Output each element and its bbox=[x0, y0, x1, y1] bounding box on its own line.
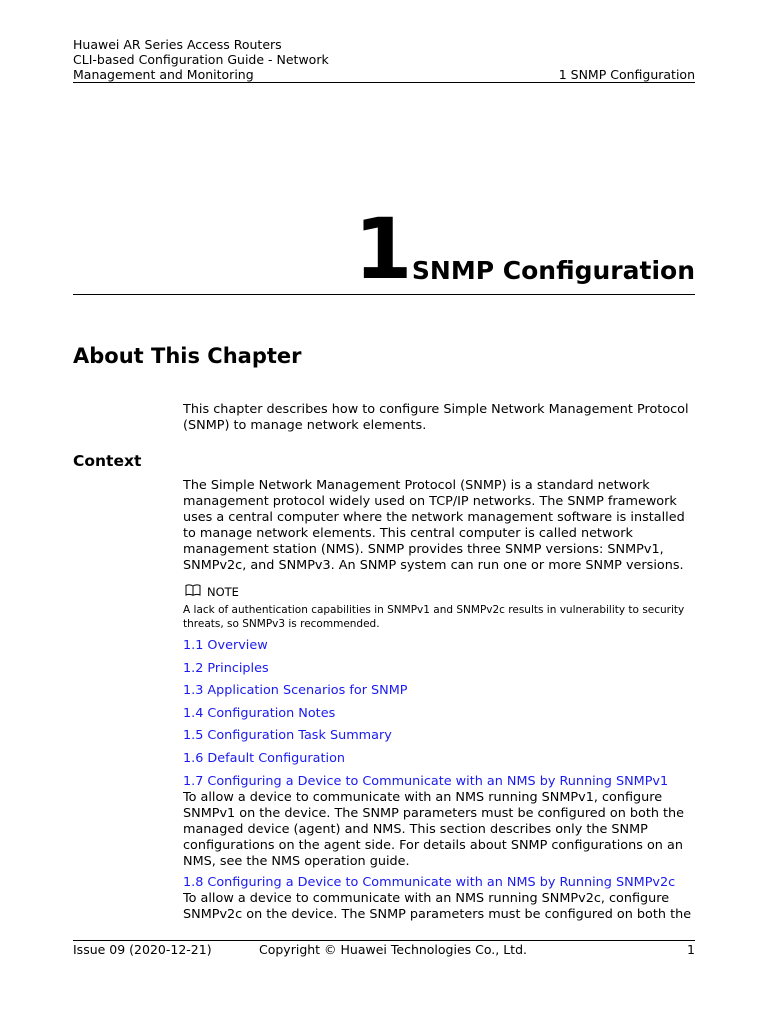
context-heading: Context bbox=[73, 452, 142, 470]
list-item bbox=[183, 774, 695, 870]
link-default-configuration[interactable]: 1.6 Default Configuration bbox=[183, 750, 346, 766]
link-overview[interactable]: 1.1 Overview bbox=[183, 638, 268, 653]
footer-divider bbox=[73, 940, 695, 941]
link-snmpv2c-description: To allow a device to communicate with an NMS running SNMPv2c, configure SNMPv2c on the device. The SNMP parameters must be configured on both the bbox=[183, 890, 692, 922]
header-section: 1 SNMP Configuration bbox=[558, 67, 695, 82]
header-divider bbox=[73, 82, 695, 83]
header-product: Huawei AR Series Access Routers bbox=[73, 37, 282, 52]
list-item bbox=[183, 706, 695, 722]
link-configuration-notes[interactable]: 1.4 Configuration Notes bbox=[183, 705, 336, 721]
footer-issue: Issue 09 (2020-12-21) bbox=[73, 942, 212, 957]
link-snmpv2c[interactable]: 1.8 Configuring a Device to Communicate with an NMS by Running SNMPv2c bbox=[183, 874, 676, 890]
page-header bbox=[73, 37, 695, 82]
list-item bbox=[183, 661, 695, 677]
note-header bbox=[185, 584, 239, 599]
list-item bbox=[183, 875, 695, 923]
list-item bbox=[183, 728, 695, 744]
about-heading: About This Chapter bbox=[73, 344, 302, 368]
context-text: The Simple Network Management Protocol (SNMP) is a standard network management protocol widely used on TCP/IP networks. The SNMP framework uses a central computer where the network management software is installed to manage network elements. This central computer is called network management station (NMS). SNMP provides three SNMP versions: SNMPv1, SNMPv2c, and SNMPv3. An SNMP system can run one or more SNMP versions. bbox=[183, 478, 685, 573]
section-link-list bbox=[183, 638, 695, 928]
about-intro: This chapter describes how to configure Simple Network Management Protocol (SNMP) to manage network elements. bbox=[183, 402, 689, 433]
note-text: A lack of authentication capabilities in SNMPv1 and SNMPv2c results in vulnerability to security threats, so SNMPv3 is recommended. bbox=[183, 604, 685, 630]
chapter-divider bbox=[73, 294, 695, 295]
note-label: NOTE bbox=[207, 584, 239, 599]
header-guide-cont: Management and Monitoring bbox=[73, 67, 254, 82]
list-item bbox=[183, 751, 695, 767]
list-item bbox=[183, 683, 695, 699]
link-snmpv1-description: To allow a device to communicate with an NMS running SNMPv1, configure SNMPv1 on the device. The SNMP parameters must be configured on both the managed device (agent) and NMS. This section describes only the SNMP configurations on the agent side. For details about SNMP configurations on an NMS, see the NMS operation guide. bbox=[183, 789, 685, 869]
list-item bbox=[183, 638, 695, 654]
page-number: 1 bbox=[687, 942, 695, 957]
header-guide: CLI-based Configuration Guide - Network bbox=[73, 52, 329, 67]
link-application-scenarios[interactable]: 1.3 Application Scenarios for SNMP bbox=[183, 683, 408, 699]
link-principles[interactable]: 1.2 Principles bbox=[183, 660, 269, 676]
link-task-summary[interactable]: 1.5 Configuration Task Summary bbox=[183, 728, 392, 744]
chapter-number: 1 bbox=[354, 200, 413, 298]
book-icon bbox=[185, 584, 201, 599]
footer-copyright: Copyright © Huawei Technologies Co., Ltd. bbox=[259, 942, 527, 957]
chapter-title: SNMP Configuration bbox=[411, 256, 695, 285]
link-snmpv1[interactable]: 1.7 Configuring a Device to Communicate with an NMS by Running SNMPv1 bbox=[183, 773, 669, 789]
